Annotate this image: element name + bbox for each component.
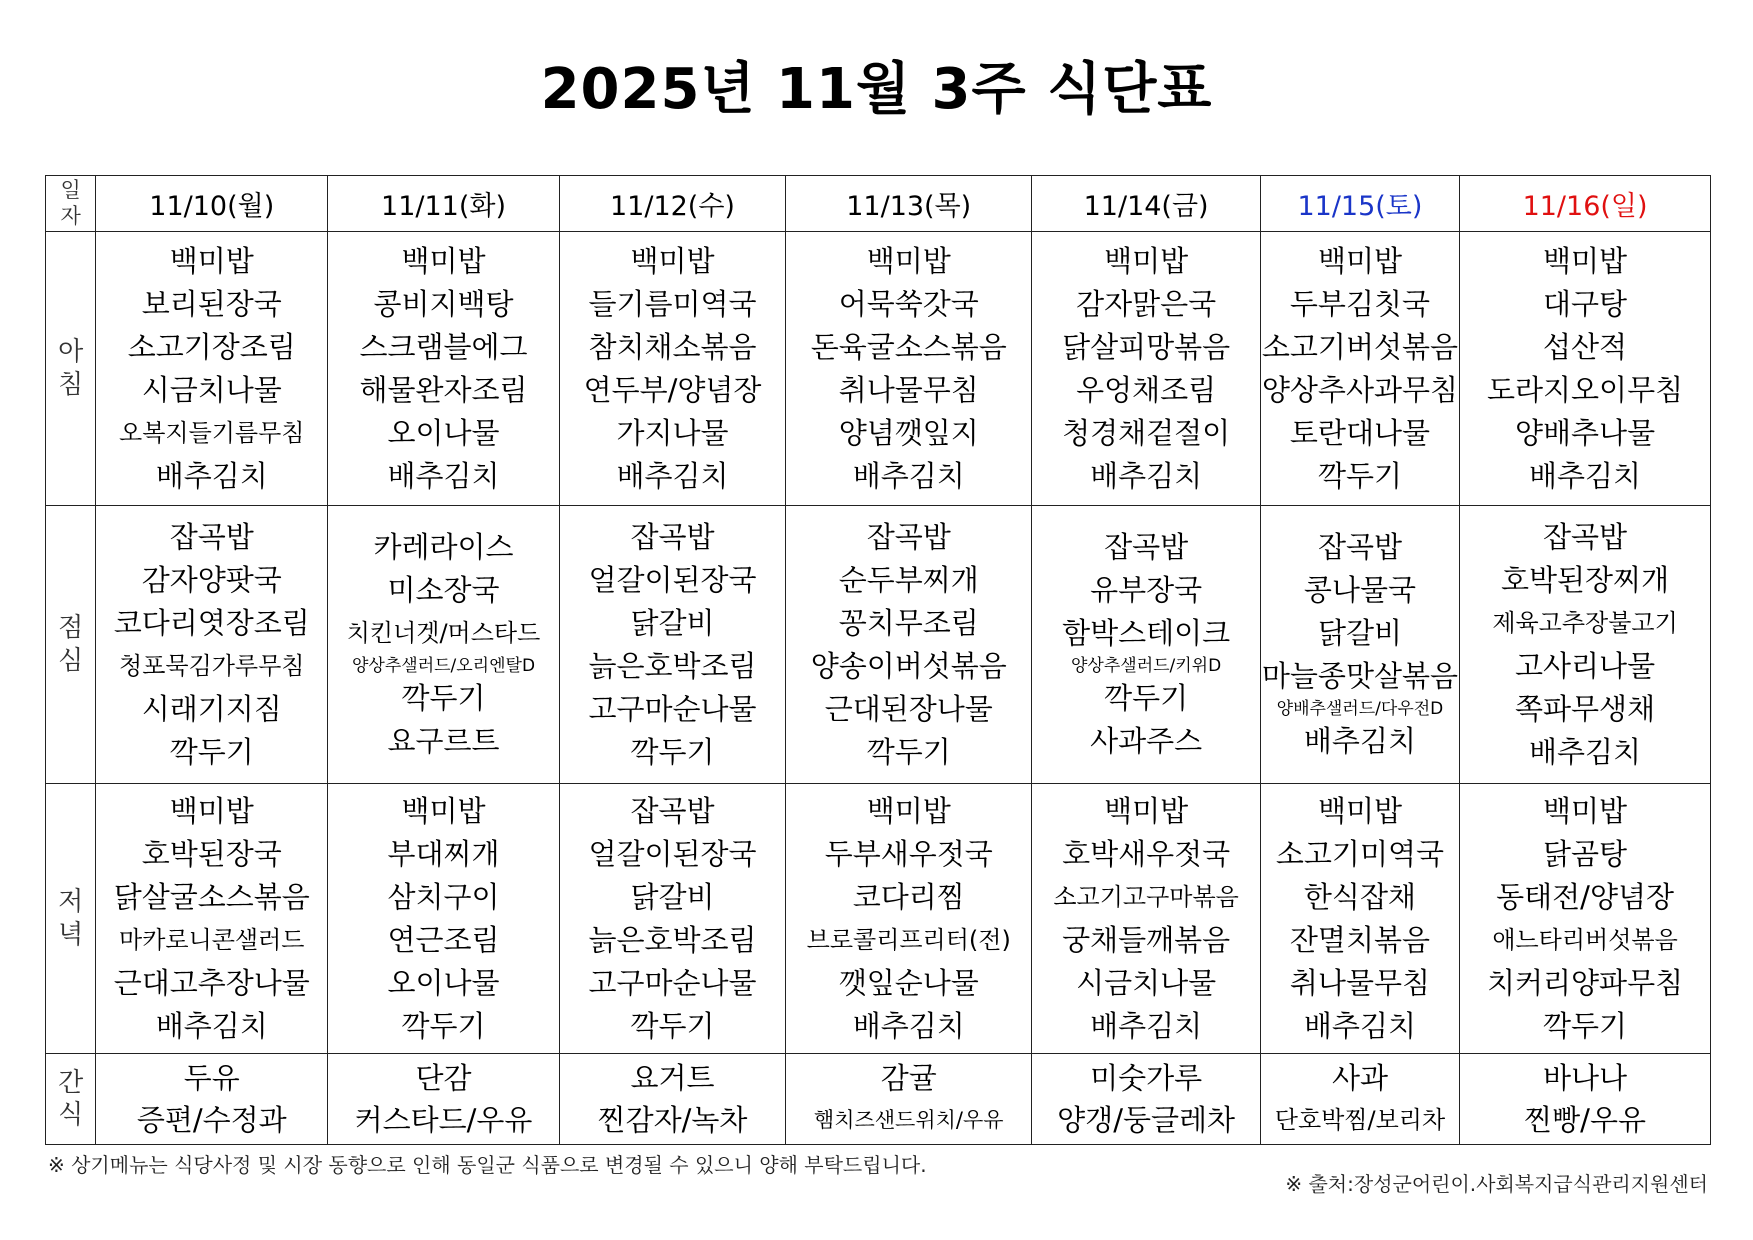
menu-item-list (328, 240, 559, 498)
menu-item: 연두부/양념장 (583, 372, 762, 407)
menu-item-list (1460, 516, 1710, 774)
menu-item: 제육고추장불고기 (1492, 608, 1678, 637)
menu-item: 두부김칫국 (1289, 286, 1430, 321)
menu-item: 해물완자조림 (359, 372, 528, 407)
menu-item: 근대고추장나물 (113, 965, 310, 1000)
menu-item: 소고기고구마볶음 (1053, 882, 1239, 911)
breakfast-cell (328, 232, 560, 506)
lunch-label-cell (46, 506, 96, 784)
menu-item: 오이나물 (387, 415, 500, 450)
dinner-cell (559, 784, 785, 1054)
menu-item: 깍두기 (630, 734, 715, 769)
menu-item-list (786, 790, 1031, 1048)
snack-cell (1460, 1054, 1711, 1145)
menu-item: 닭갈비 (1317, 616, 1402, 650)
lunch-cell (786, 506, 1032, 784)
menu-item-list (328, 790, 559, 1048)
menu-item: 양념깻잎지 (838, 415, 979, 450)
menu-item: 콩나물국 (1303, 573, 1416, 607)
menu-item: 닭살굴소스볶음 (113, 879, 310, 914)
menu-item: 어묵쑥갓국 (838, 286, 979, 321)
date-label-line1: 일 (60, 178, 81, 203)
menu-item: 증편/수정과 (136, 1103, 287, 1137)
snack-label-line2: 식 (58, 1100, 84, 1130)
menu-item: 오복지들기름무침 (119, 418, 305, 447)
snack-cell (786, 1054, 1032, 1145)
menu-item: 잡곡밥 (866, 519, 951, 554)
menu-item: 한식잡채 (1303, 879, 1416, 914)
menu-item: 소고기미역국 (1275, 836, 1444, 871)
menu-item: 백미밥 (1543, 243, 1628, 278)
menu-item: 백미밥 (1317, 793, 1402, 828)
lunch-cell (1032, 506, 1260, 784)
menu-item: 궁채들깨볶음 (1062, 922, 1231, 957)
lunch-label-line2: 심 (58, 645, 84, 676)
menu-item: 고사리나물 (1515, 648, 1656, 683)
menu-item: 소고기버섯볶음 (1261, 329, 1459, 364)
breakfast-label-line1: 아 (58, 337, 84, 367)
menu-item: 배추김치 (1529, 458, 1642, 493)
menu-item: 코다리엿장조림 (113, 605, 310, 640)
menu-item: 잡곡밥 (630, 793, 715, 828)
menu-item: 가지나물 (616, 415, 729, 450)
menu-item: 양상추샐러드/키위D (1071, 656, 1222, 676)
menu-item: 배추김치 (616, 458, 729, 493)
menu-item: 단감 (415, 1061, 472, 1095)
menu-item: 잡곡밥 (1104, 530, 1189, 564)
menu-item-list (786, 240, 1031, 498)
menu-item: 부대찌개 (387, 836, 500, 871)
lunch-cell (1460, 506, 1711, 784)
menu-item: 대구탕 (1543, 286, 1628, 321)
menu-item-list (96, 516, 327, 774)
dinner-cell (786, 784, 1032, 1054)
menu-item: 근대된장나물 (824, 691, 993, 726)
menu-item: 잔멸치볶음 (1289, 922, 1430, 957)
menu-item: 연근조림 (387, 922, 500, 957)
menu-item: 시금치나물 (141, 372, 282, 407)
snack-cell (96, 1054, 328, 1145)
menu-item: 고구마순나물 (588, 691, 757, 726)
menu-item: 고구마순나물 (588, 965, 757, 1000)
menu-item: 감자양팟국 (141, 562, 282, 597)
dinner-cell (1460, 784, 1711, 1054)
menu-item: 참치채소볶음 (588, 329, 757, 364)
menu-item: 호박된장국 (141, 836, 282, 871)
menu-item: 사과 (1331, 1061, 1388, 1095)
menu-item: 깍두기 (401, 681, 486, 715)
breakfast-cell (1032, 232, 1260, 506)
menu-item: 사과주스 (1090, 724, 1203, 758)
menu-item-list (1460, 240, 1710, 498)
menu-item: 얼갈이된장국 (588, 836, 757, 871)
menu-item: 스크램블에그 (359, 329, 528, 364)
menu-item: 미숫가루 (1090, 1061, 1203, 1095)
menu-item: 바나나 (1543, 1061, 1628, 1095)
menu-item: 쪽파무생채 (1515, 691, 1656, 726)
menu-item: 늙은호박조림 (588, 922, 757, 957)
menu-item: 깻잎순나물 (838, 965, 979, 1000)
menu-item: 카레라이스 (373, 530, 514, 564)
menu-item-list (786, 1057, 1031, 1141)
dinner-label-line2: 녁 (58, 919, 84, 950)
menu-item: 닭갈비 (630, 605, 715, 640)
menu-item-list (560, 1057, 785, 1141)
menu-item: 잡곡밥 (1543, 519, 1628, 554)
menu-item-list (1032, 526, 1259, 763)
menu-item-list (560, 240, 785, 498)
menu-item: 순두부찌개 (838, 562, 979, 597)
day-header: 11/11(화) (328, 176, 560, 232)
menu-item: 배추김치 (1090, 458, 1203, 493)
menu-item: 치커리양파무침 (1487, 965, 1684, 1000)
day-header: 11/16(일) (1460, 176, 1711, 232)
menu-item: 잡곡밥 (169, 519, 254, 554)
dinner-label-line1: 저 (58, 887, 84, 917)
menu-item: 양배추샐러드/다우전D (1276, 699, 1444, 719)
menu-item: 코다리찜 (852, 879, 965, 914)
lunch-cell (559, 506, 785, 784)
menu-item: 마카로니콘샐러드 (119, 925, 305, 954)
menu-item: 삼치구이 (387, 879, 500, 914)
menu-item: 배추김치 (1303, 724, 1416, 758)
menu-item: 배추김치 (155, 1008, 268, 1043)
menu-item: 취나물무침 (1289, 965, 1430, 1000)
dinner-label-cell (46, 784, 96, 1054)
menu-item: 깍두기 (1104, 681, 1189, 715)
menu-item: 콩비지백탕 (373, 286, 514, 321)
menu-item: 깍두기 (1317, 458, 1402, 493)
menu-item: 잡곡밥 (1317, 530, 1402, 564)
menu-item: 토란대나물 (1289, 415, 1430, 450)
source-note: ※ 출처:장성군어린이.사회복지급식관리지원센터 (1285, 1172, 1708, 1196)
menu-item: 들기름미역국 (588, 286, 757, 321)
snack-cell (559, 1054, 785, 1145)
menu-item-list (96, 790, 327, 1048)
menu-item: 감귤 (880, 1061, 937, 1095)
menu-item: 양갱/둥글레차 (1057, 1103, 1236, 1137)
menu-item-list (1460, 790, 1710, 1048)
menu-item-list (1261, 1057, 1459, 1141)
menu-item-list (1460, 1057, 1710, 1141)
menu-item: 깍두기 (630, 1008, 715, 1043)
menu-item: 취나물무침 (838, 372, 979, 407)
day-header: 11/10(월) (96, 176, 328, 232)
menu-item: 유부장국 (1090, 573, 1203, 607)
menu-item: 오이나물 (387, 965, 500, 1000)
menu-item: 백미밥 (169, 243, 254, 278)
lunch-label-line1: 점 (58, 613, 84, 643)
menu-item: 깍두기 (169, 734, 254, 769)
breakfast-cell (1260, 232, 1459, 506)
menu-item: 요거트 (630, 1061, 715, 1095)
menu-item: 백미밥 (866, 243, 951, 278)
menu-item: 백미밥 (401, 793, 486, 828)
menu-item: 우엉채조림 (1076, 372, 1217, 407)
dinner-row (46, 784, 1711, 1054)
menu-item: 함박스테이크 (1062, 616, 1231, 650)
menu-item: 배추김치 (387, 458, 500, 493)
menu-item: 늙은호박조림 (588, 648, 757, 683)
day-header: 11/13(목) (786, 176, 1032, 232)
menu-item: 두부새우젓국 (824, 836, 993, 871)
menu-item: 백미밥 (1317, 243, 1402, 278)
menu-item-list (560, 790, 785, 1048)
menu-item: 양상추샐러드/오리엔탈D (352, 656, 536, 676)
menu-item-list (1261, 240, 1459, 498)
lunch-cell (328, 506, 560, 784)
menu-item: 청포묵김가루무침 (119, 651, 305, 680)
menu-item: 동태전/양념장 (1496, 879, 1674, 914)
menu-item: 요구르트 (387, 724, 500, 758)
menu-item: 백미밥 (401, 243, 486, 278)
menu-item: 커스타드/우유 (354, 1103, 533, 1137)
meal-plan-table (45, 175, 1711, 1145)
menu-item: 깍두기 (1543, 1008, 1628, 1043)
menu-item: 닭곰탕 (1543, 836, 1628, 871)
breakfast-cell (96, 232, 328, 506)
menu-item: 보리된장국 (141, 286, 282, 321)
lunch-cell (96, 506, 328, 784)
menu-item: 호박새우젓국 (1062, 836, 1231, 871)
snack-cell (328, 1054, 560, 1145)
page-title: 2025년 11월 3주 식단표 (540, 57, 1213, 122)
menu-item-list (1032, 240, 1259, 498)
menu-item: 깍두기 (866, 734, 951, 769)
menu-item: 깍두기 (401, 1008, 486, 1043)
snack-row (46, 1054, 1711, 1145)
snack-cell (1260, 1054, 1459, 1145)
menu-item: 마늘종맛살볶음 (1261, 659, 1459, 693)
menu-item-list (1261, 790, 1459, 1048)
menu-item-list (328, 1057, 559, 1141)
menu-item-list (1261, 526, 1459, 763)
menu-item: 미소장국 (387, 573, 500, 607)
menu-item: 닭갈비 (630, 879, 715, 914)
menu-item: 양송이버섯볶음 (810, 648, 1007, 683)
menu-item: 호박된장찌개 (1501, 562, 1670, 597)
breakfast-row (46, 232, 1711, 506)
lunch-cell (1260, 506, 1459, 784)
menu-item: 치킨너겟/머스타드 (346, 619, 541, 647)
menu-item: 돈육굴소스볶음 (810, 329, 1007, 364)
menu-item: 배추김치 (852, 1008, 965, 1043)
menu-item: 배추김치 (1090, 1008, 1203, 1043)
menu-item: 섭산적 (1543, 329, 1628, 364)
footnote: ※ 상기메뉴는 식당사정 및 시장 동향으로 인해 동일군 식품으로 변경될 수 있으니 양해 부탁드립니다. (48, 1153, 927, 1177)
menu-item: 배추김치 (1303, 1008, 1416, 1043)
header-row (46, 176, 1711, 232)
day-header: 11/15(토) (1260, 176, 1459, 232)
menu-item-list (1032, 1057, 1259, 1141)
day-header: 11/12(수) (559, 176, 785, 232)
menu-item: 배추김치 (155, 458, 268, 493)
menu-item: 백미밥 (1104, 243, 1189, 278)
breakfast-label-line2: 침 (58, 369, 84, 400)
menu-item-list (96, 1057, 327, 1141)
breakfast-label-cell (46, 232, 96, 506)
menu-item: 시래기지짐 (141, 691, 282, 726)
day-header: 11/14(금) (1032, 176, 1260, 232)
menu-item: 백미밥 (1104, 793, 1189, 828)
breakfast-cell (786, 232, 1032, 506)
menu-item: 배추김치 (1529, 734, 1642, 769)
menu-item: 햄치즈샌드위치/우유 (813, 1108, 1004, 1132)
menu-item: 닭살피망볶음 (1062, 329, 1231, 364)
dinner-cell (1032, 784, 1260, 1054)
menu-item: 얼갈이된장국 (588, 562, 757, 597)
menu-item: 배추김치 (852, 458, 965, 493)
menu-item: 찐감자/녹차 (597, 1103, 748, 1137)
menu-item: 백미밥 (1543, 793, 1628, 828)
menu-item: 백미밥 (169, 793, 254, 828)
breakfast-cell (559, 232, 785, 506)
menu-item: 애느타리버섯볶음 (1492, 925, 1678, 954)
menu-item: 소고기장조림 (127, 329, 296, 364)
menu-item: 백미밥 (630, 243, 715, 278)
snack-label-cell (46, 1054, 96, 1145)
dinner-cell (328, 784, 560, 1054)
menu-item-list (560, 516, 785, 774)
dinner-cell (1260, 784, 1459, 1054)
menu-item: 단호박찜/보리차 (1274, 1106, 1446, 1134)
snack-cell (1032, 1054, 1260, 1145)
menu-item: 브로콜리프리터(전) (806, 925, 1011, 954)
lunch-row (46, 506, 1711, 784)
menu-item: 백미밥 (866, 793, 951, 828)
menu-item: 시금치나물 (1076, 965, 1217, 1000)
menu-item: 꽁치무조림 (838, 605, 979, 640)
menu-item: 도라지오이무침 (1487, 372, 1684, 407)
menu-item-list (1032, 790, 1259, 1048)
menu-item: 두유 (183, 1061, 240, 1095)
menu-item-list (786, 516, 1031, 774)
snack-label-line1: 간 (58, 1067, 84, 1098)
menu-item: 찐빵/우유 (1524, 1103, 1646, 1137)
date-label-line2: 자 (60, 203, 81, 228)
menu-item: 청경채겉절이 (1062, 415, 1231, 450)
menu-item: 양배추나물 (1515, 415, 1656, 450)
menu-item: 잡곡밥 (630, 519, 715, 554)
menu-item: 양상추사과무침 (1261, 372, 1459, 407)
menu-item-list (96, 240, 327, 498)
menu-item: 감자맑은국 (1076, 286, 1217, 321)
dinner-cell (96, 784, 328, 1054)
date-label-cell (46, 176, 96, 232)
breakfast-cell (1460, 232, 1711, 506)
menu-item-list (328, 526, 559, 763)
